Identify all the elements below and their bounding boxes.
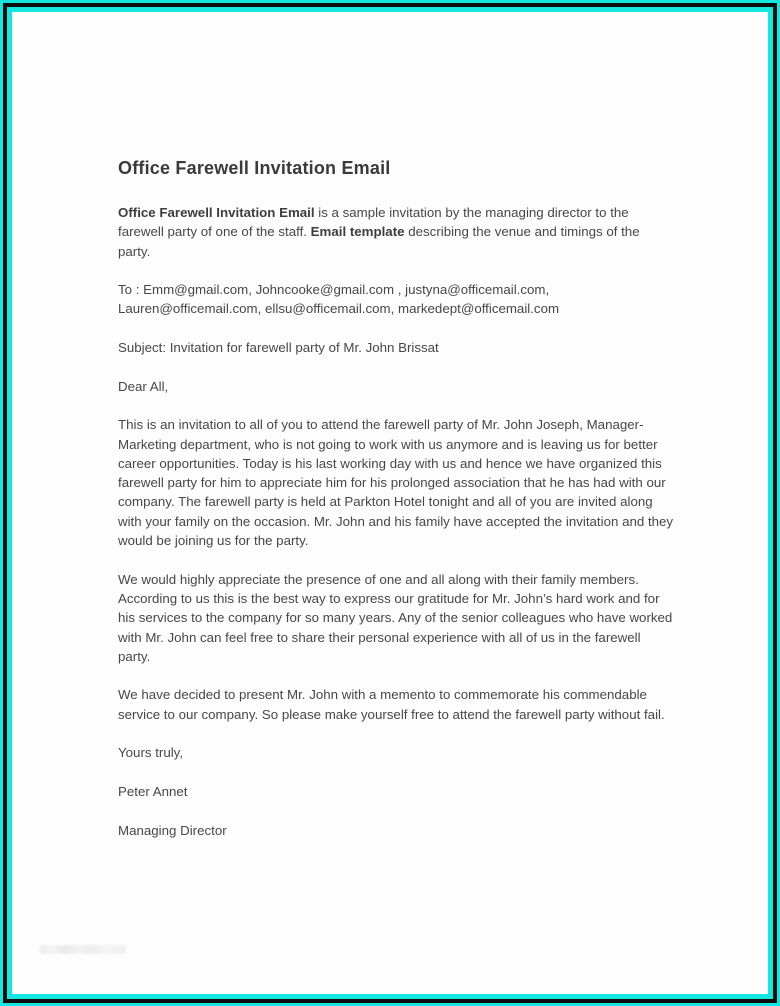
page-frame-black <box>3 3 777 1003</box>
letter-body <box>118 203 674 840</box>
letter-page <box>12 12 768 994</box>
to-recipients-line: To : Emm@gmail.com, Johncooke@gmail.com , justyna@officemail.com, Lauren@officemail.com, ellsu@officemail.com, markedept@officemail.com <box>118 282 560 317</box>
intro-text-2: describing the venue and timings of the party. <box>118 224 640 259</box>
intro-paragraph <box>118 203 674 261</box>
signature-title: Managing Director <box>118 822 227 838</box>
body-paragraph-2: We would highly appreciate the presence of one and all along with their family members. According to us this is the best way to express our gratitude for Mr. John’s hard work and for his services to the company for so many years. Any of the senior colleagues who have worked with Mr. John can feel free to share their personal experience with all of us in the farewell party. <box>118 571 673 664</box>
intro-text-1: is a sample invitation by the managing director to the farewell party of one of the staff. <box>118 205 629 240</box>
intro-bold-email-template: Email template <box>310 224 405 240</box>
signature-name: Peter Annet <box>118 783 188 799</box>
body-paragraph-3: We have decided to present Mr. John with a memento to commemorate his commendable service to our company. So please make yourself free to attend the farewell party without fail. <box>118 687 665 722</box>
faint-watermark <box>40 945 126 954</box>
intro-bold-title: Office Farewell Invitation Email <box>118 205 315 220</box>
closing-line: Yours truly, <box>118 745 184 761</box>
salutation: Dear All, <box>118 378 169 394</box>
page-title: Office Farewell Invitation Email <box>118 158 391 178</box>
subject-line: Subject: Invitation for farewell party of Mr. John Brissat <box>118 340 439 356</box>
body-paragraph-1: This is an invitation to all of you to attend the farewell party of Mr. John Joseph, Manager-Marketing department, who is not going to work with us anymore and is leaving us for better career opportunities. Today is his last working day with us and hence we have organized this farewell party for him to appreciate him for his prolonged association that he has had with our company. The farewell party is held at Parkton Hotel tonight and all of you are invited along with your family on the occasion. Mr. John and his family have accepted the invitation and they would be joining us for the party. <box>118 417 674 549</box>
page-frame-inner-cyan <box>7 7 773 999</box>
